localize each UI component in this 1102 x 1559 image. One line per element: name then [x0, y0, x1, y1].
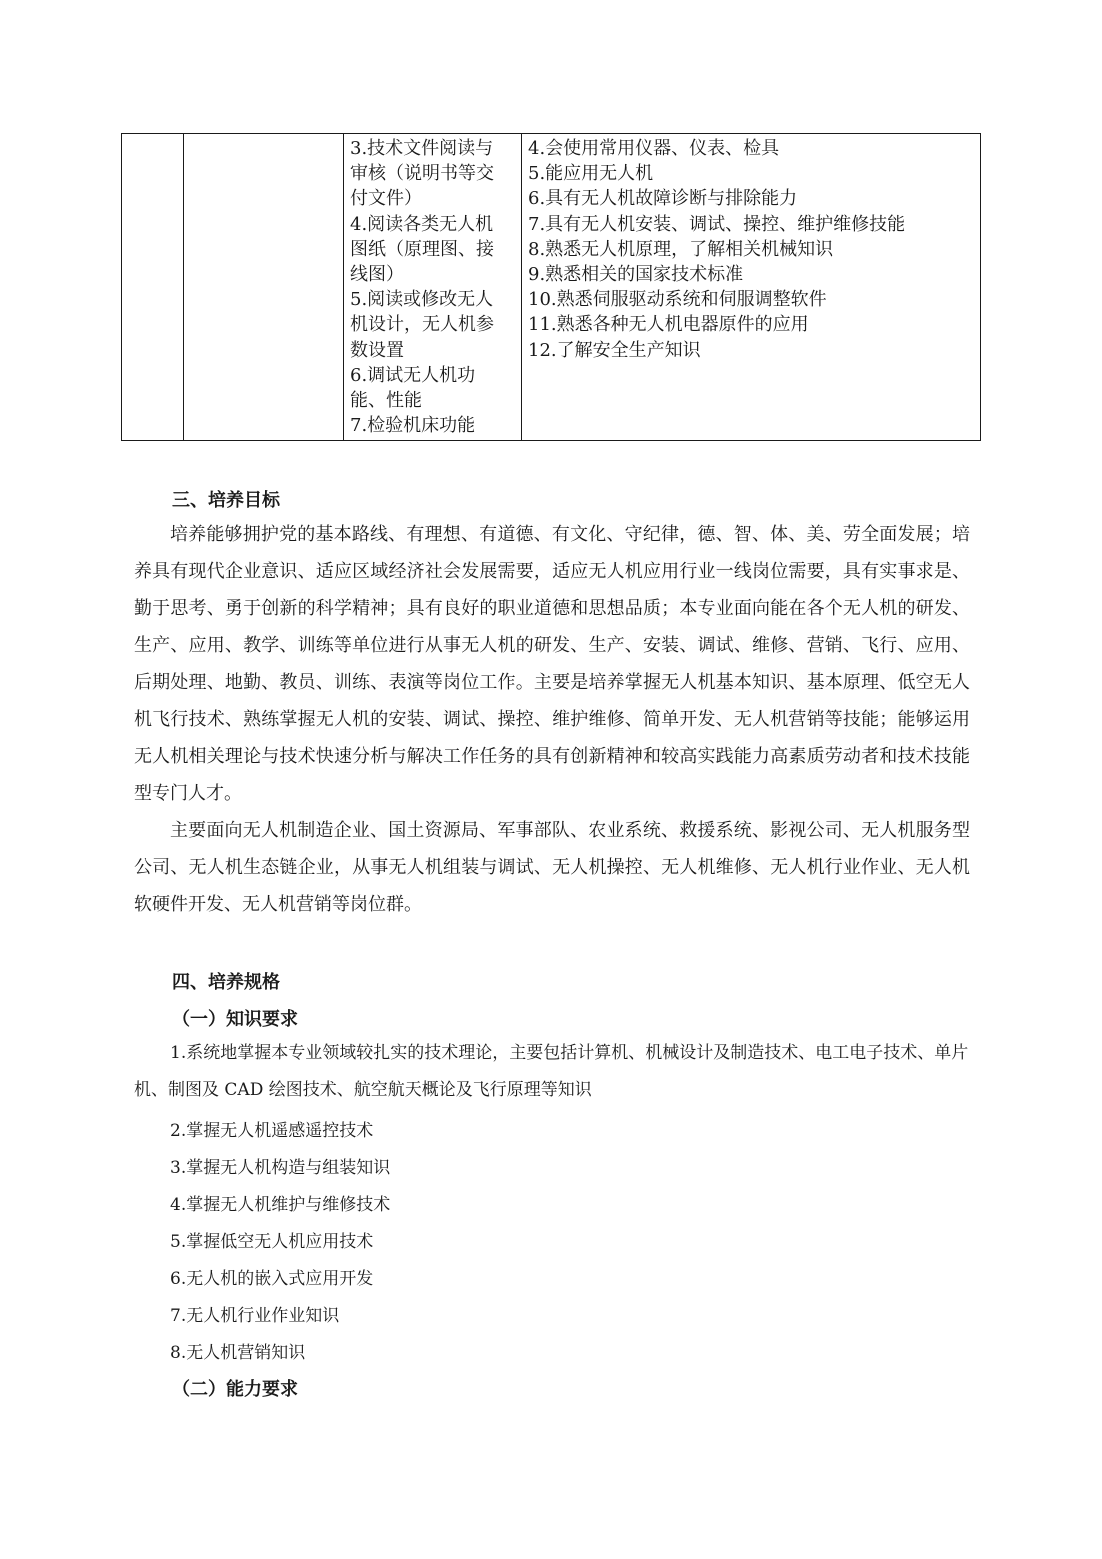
task-line: 5.阅读或修改无人: [350, 289, 494, 311]
skill-line: 12.了解安全生产知识: [528, 339, 701, 361]
skill-line: 10.熟悉伺服驱动系统和伺服调整软件: [528, 289, 827, 311]
table-cell-skills: [522, 134, 981, 441]
task-line: 线图）: [350, 264, 404, 286]
knowledge-item: 4.掌握无人机维护与维修技术: [170, 1195, 391, 1215]
knowledge-item: 8.无人机营销知识: [170, 1343, 306, 1363]
skill-line: 8.熟悉无人机原理，了解相关机械知识: [528, 238, 834, 260]
task-line: 4.阅读各类无人机: [350, 213, 494, 235]
knowledge-item: 1.系统地掌握本专业领域较扎实的技术理论，主要包括计算机、机械设计及制造技术、电工电子技术、单片机、制图及 CAD 绘图技术、航空航天概论及飞行原理等知识: [134, 1043, 969, 1100]
knowledge-item: 5.掌握低空无人机应用技术: [170, 1232, 374, 1252]
task-line: 3.技术文件阅读与: [350, 138, 494, 159]
table-cell-tasks: [344, 134, 522, 441]
training-goals-body: [134, 516, 970, 923]
skill-line: 9.熟悉相关的国家技术标准: [528, 264, 744, 286]
subheading-ability-requirements: （二）能力要求: [172, 1379, 298, 1400]
knowledge-item: 2.掌握无人机遥感遥控技术: [170, 1121, 374, 1141]
knowledge-item: 3.掌握无人机构造与组装知识: [170, 1158, 391, 1178]
knowledge-item: 6.无人机的嵌入式应用开发: [170, 1269, 374, 1289]
table-cell-empty: [122, 134, 184, 441]
task-line: 图纸（原理图、接: [350, 238, 494, 260]
task-line: 机设计，无人机参: [350, 314, 494, 336]
subheading-knowledge-requirements: （一）知识要求: [172, 1009, 298, 1030]
task-line: 能、性能: [350, 390, 422, 412]
paragraph: 主要面向无人机制造企业、国土资源局、军事部队、农业系统、救援系统、影视公司、无人机服务型公司、无人机生态链企业，从事无人机组装与调试、无人机操控、无人机维修、无人机行业作业、无人机软硬件开发、无人机营销等岗位群。: [134, 820, 970, 915]
paragraph: 培养能够拥护党的基本路线、有理想、有道德、有文化、守纪律，德、智、体、美、劳全面发展；培养具有现代企业意识、适应区域经济社会发展需要，适应无人机应用行业一线岗位需要，具有实事求是、勤于思考、勇于创新的科学精神；具有良好的职业道德和思想品质；本专业面向能在各个无人机的研发、生产、应用、教学、训练等单位进行从事无人机的研发、生产、安装、调试、维修、营销、飞行、应用、后期处理、地勤、教员、训练、表演等岗位工作。主要是培养掌握无人机基本知识、基本原理、低空无人机飞行技术、熟练掌握无人机的安装、调试、操控、维护维修、简单开发、无人机营销等技能；能够运用无人机相关理论与技术快速分析与解决工作任务的具有创新精神和较高实践能力高素质劳动者和技术技能型专门人才。: [134, 524, 970, 804]
knowledge-item: 7.无人机行业作业知识: [170, 1306, 340, 1326]
skill-line: 6.具有无人机故障诊断与排除能力: [528, 188, 798, 210]
section-heading-training-specs: 四、培养规格: [172, 972, 280, 993]
task-line: 审核（说明书等交: [350, 163, 494, 185]
skill-line: 11.熟悉各种无人机电器原件的应用: [528, 314, 809, 336]
task-line: 数设置: [350, 339, 404, 361]
skill-line: 4.会使用常用仪器、仪表、检具: [528, 138, 780, 159]
task-line: 付文件）: [350, 188, 422, 210]
skill-line: 7.具有无人机安装、调试、操控、维护维修技能: [528, 213, 906, 235]
table-row: [122, 134, 981, 441]
table-cell-empty: [184, 134, 344, 441]
task-line: 6.调试无人机功: [350, 364, 476, 386]
job-analysis-table: [121, 133, 981, 441]
skill-line: 5.能应用无人机: [528, 163, 654, 185]
section-heading-training-goals: 三、培养目标: [172, 490, 280, 511]
task-line: 7.检验机床功能: [350, 415, 476, 437]
